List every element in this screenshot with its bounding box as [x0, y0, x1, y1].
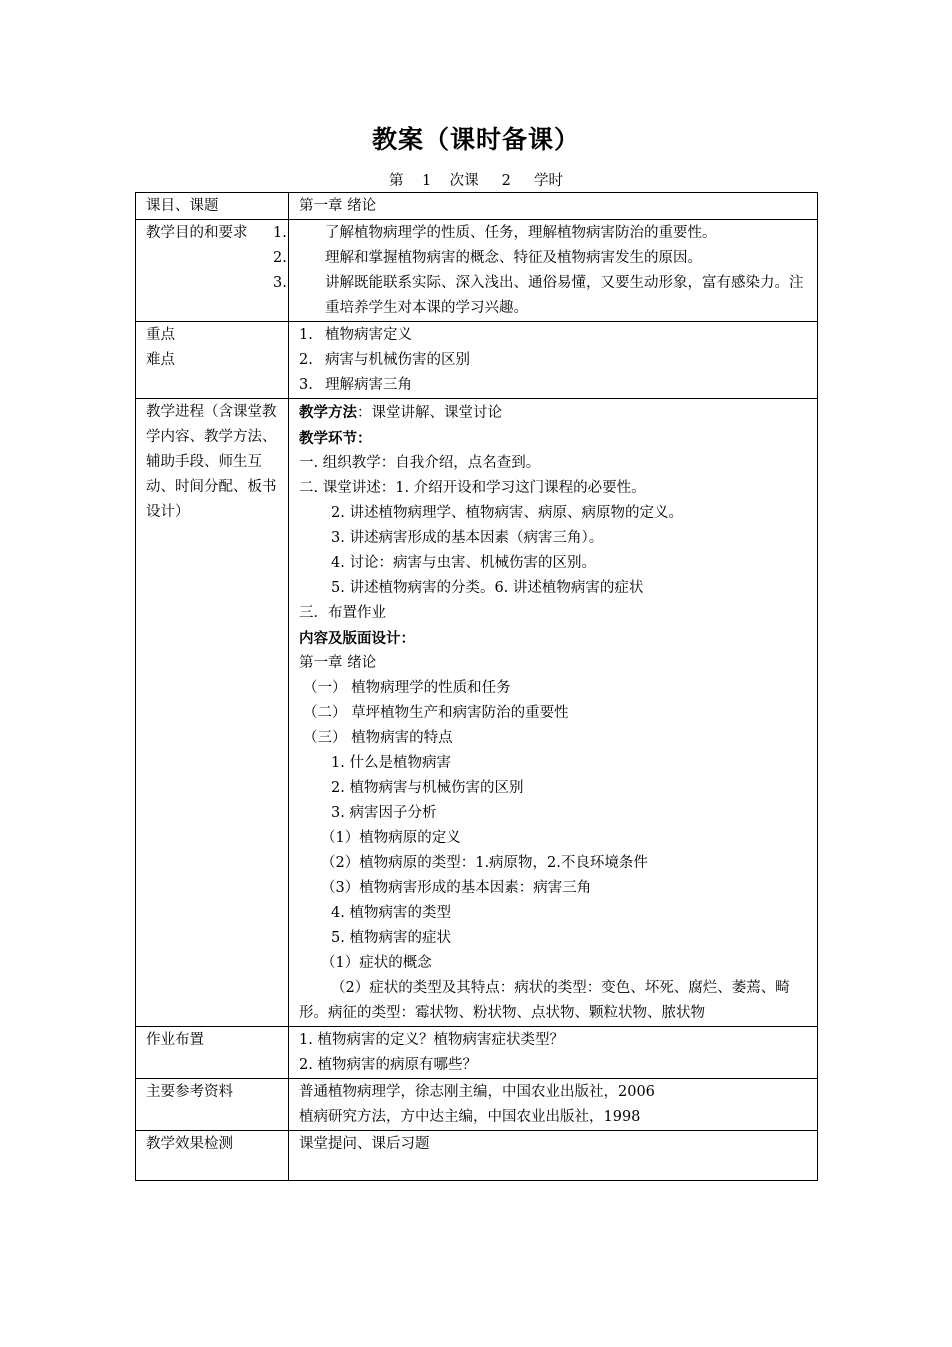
list-item: 二. 课堂讲述：1. 介绍开设和学习这门课程的必要性。: [299, 480, 646, 496]
homework-cell: [289, 1027, 818, 1079]
list-item: （1）植物病原的定义: [321, 830, 461, 846]
list-item: （1）症状的概念: [321, 955, 432, 971]
list-item: 2. 理解和掌握植物病害的概念、特征及植物病害发生的原因。: [273, 250, 702, 266]
method-line: 教学方法：课堂讲解、课堂讨论: [299, 404, 502, 421]
list-item: 3. 病害因子分析: [331, 805, 437, 821]
list-item: 4. 讨论：病害与虫害、机械伤害的区别。: [331, 555, 596, 571]
key-points-cell: [289, 322, 818, 399]
objectives-label: 教学目的和要求: [136, 220, 289, 322]
objectives-cell: [273, 220, 818, 322]
topic-value: 第一章 绪论: [289, 193, 818, 220]
list-item: （3）植物病害形成的基本因素：病害三角: [321, 880, 592, 896]
list-item: 2. 病害与机械伤害的区别: [299, 352, 470, 368]
list-item: 3. 讲述病害形成的基本因素（病害三角）。: [331, 530, 604, 546]
table-row-key-points: [136, 322, 818, 399]
key-point-label: 重点: [146, 327, 175, 343]
list-item: 一. 组织教学：自我介绍，点名查到。: [299, 455, 541, 471]
references-cell: [289, 1079, 818, 1131]
process-cell: [289, 399, 818, 1027]
list-item: 2. 讲述植物病理学、植物病害、病原、病原物的定义。: [331, 505, 683, 521]
list-item: 5. 植物病害的症状: [331, 930, 451, 946]
list-item: （一） 植物病理学的性质和任务: [303, 680, 511, 696]
difficulty-label: 难点: [146, 352, 175, 368]
page-title: 教案（课时备课）: [371, 125, 580, 154]
list-item: 植病研究方法，方中达主编，中国农业出版社，1998: [299, 1109, 641, 1125]
list-item: 1. 了解植物病理学的性质、任务，理解植物病害防治的重要性。: [273, 225, 717, 241]
lesson-plan-table: [135, 192, 818, 1181]
design-heading: 内容及版面设计：: [299, 630, 415, 647]
list-item: （2）症状的类型及其特点：病状的类型：变色、坏死、腐烂、萎蔫、畸形。病征的类型：霉状物、粉状物、点状物、颗粒状物、脓状物: [299, 980, 790, 1021]
table-row-objectives: [136, 220, 818, 322]
list-item: 1. 植物病害的定义？植物病害症状类型？: [299, 1032, 564, 1048]
list-item: 普通植物病理学，徐志刚主编，中国农业出版社，2006: [299, 1084, 655, 1100]
session-info: 第 1 次课 2 学时: [389, 173, 563, 189]
list-item: 4. 植物病害的类型: [331, 905, 451, 921]
list-item: 三．布置作业: [299, 605, 386, 621]
table-row-homework: [136, 1027, 818, 1079]
list-item: 5. 讲述植物病害的分类。6. 讲述植物病害的症状: [331, 580, 644, 596]
table-row-evaluation: [136, 1131, 818, 1181]
list-item: 3. 理解病害三角: [299, 377, 412, 393]
steps-heading: 教学环节：: [299, 430, 372, 447]
table-row-process: [136, 399, 818, 1027]
list-item: （三） 植物病害的特点: [303, 730, 453, 746]
list-item: 2. 植物病害的病原有哪些？: [299, 1057, 477, 1073]
list-item: 第一章 绪论: [299, 655, 377, 671]
list-item: 2. 植物病害与机械伤害的区别: [331, 780, 524, 796]
table-row-references: [136, 1079, 818, 1131]
evaluation-label: 教学效果检测: [136, 1131, 289, 1181]
list-item: 1. 什么是植物病害: [331, 755, 451, 771]
table-row-topic: [136, 193, 818, 220]
evaluation-value: 课堂提问、课后习题: [289, 1131, 818, 1181]
topic-label: 课目、课题: [136, 193, 289, 220]
references-label: 主要参考资料: [136, 1079, 289, 1131]
key-points-label: [136, 322, 289, 399]
list-item: （2）植物病原的类型：1.病原物，2.不良环境条件: [321, 855, 648, 871]
list-item: （二） 草坪植物生产和病害防治的重要性: [303, 705, 569, 721]
homework-label: 作业布置: [136, 1027, 289, 1079]
list-item: 3. 讲解既能联系实际、深入浅出、通俗易懂，又要生动形象，富有感染力。注重培养学生对本课的学习兴趣。: [273, 275, 804, 316]
list-item: 1. 植物病害定义: [299, 327, 412, 343]
process-label: 教学进程（含课堂教学内容、教学方法、辅助手段、师生互动、时间分配、板书设计）: [136, 399, 289, 1027]
